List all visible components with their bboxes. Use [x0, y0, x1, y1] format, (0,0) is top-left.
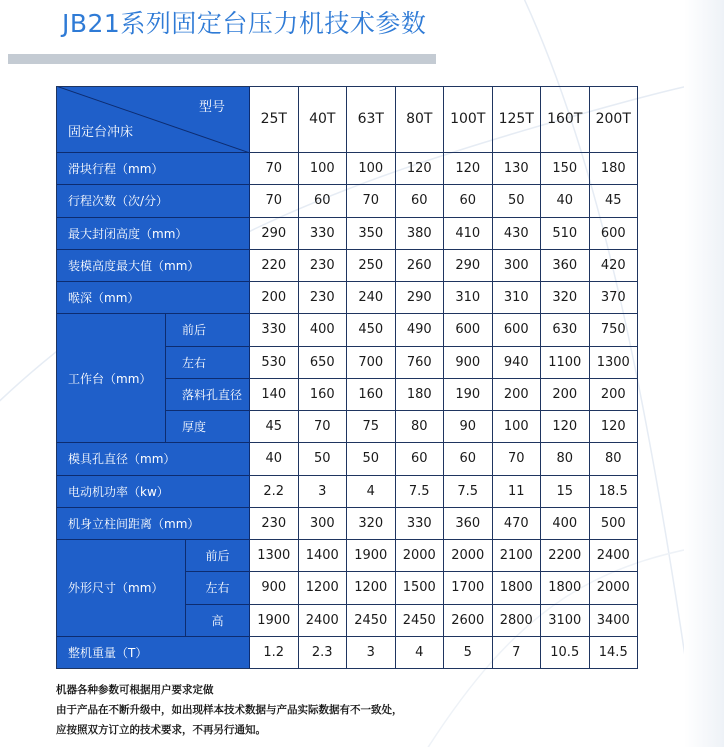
spec-table: [56, 86, 638, 669]
table-cell: 70: [299, 411, 348, 443]
sub-row-label: 左右: [166, 347, 250, 379]
table-cell: 2000: [590, 572, 639, 604]
table-cell: 320: [541, 282, 590, 314]
row-label: 最大封闭高度（mm）: [56, 218, 250, 250]
table-cell: 290: [444, 250, 493, 282]
table-cell: 200: [493, 379, 542, 411]
table-cell: 750: [590, 314, 639, 346]
table-cell: 4: [396, 637, 445, 669]
table-cell: 15: [541, 476, 590, 508]
table-cell: 630: [541, 314, 590, 346]
model-header: 160T: [541, 86, 590, 153]
table-cell: 600: [493, 314, 542, 346]
table-corner-header: [56, 86, 250, 153]
table-cell: 600: [590, 218, 639, 250]
table-cell: 45: [590, 185, 639, 217]
table-cell: 3400: [590, 605, 639, 637]
table-cell: 290: [250, 218, 299, 250]
table-cell: 3100: [541, 605, 590, 637]
table-cell: 2.3: [299, 637, 348, 669]
table-cell: 100: [299, 153, 348, 185]
table-cell: 1200: [347, 572, 396, 604]
table-cell: 160: [299, 379, 348, 411]
table-cell: 60: [444, 185, 493, 217]
table-cell: 1700: [444, 572, 493, 604]
table-cell: 700: [347, 347, 396, 379]
table-cell: 100: [347, 153, 396, 185]
table-cell: 10.5: [541, 637, 590, 669]
table-cell: 600: [444, 314, 493, 346]
row-label: 行程次数（次/分）: [56, 185, 250, 217]
table-cell: 940: [493, 347, 542, 379]
row-label: 整机重量（T）: [56, 637, 250, 669]
table-cell: 150: [541, 153, 590, 185]
table-cell: 290: [396, 282, 445, 314]
table-cell: 1300: [250, 540, 299, 572]
table-cell: 7.5: [396, 476, 445, 508]
table-cell: 490: [396, 314, 445, 346]
table-cell: 650: [299, 347, 348, 379]
table-cell: 410: [444, 218, 493, 250]
table-cell: 80: [396, 411, 445, 443]
table-cell: 1900: [250, 605, 299, 637]
row-label: 装模高度最大值（mm）: [56, 250, 250, 282]
table-cell: 1900: [347, 540, 396, 572]
table-cell: 1400: [299, 540, 348, 572]
model-header: 25T: [250, 86, 299, 153]
table-cell: 760: [396, 347, 445, 379]
table-cell: 230: [299, 282, 348, 314]
table-cell: 300: [493, 250, 542, 282]
table-cell: 1100: [541, 347, 590, 379]
table-cell: 2600: [444, 605, 493, 637]
corner-label-model: 型号: [198, 100, 225, 115]
table-cell: 160: [347, 379, 396, 411]
table-cell: 190: [444, 379, 493, 411]
table-cell: 1200: [299, 572, 348, 604]
row-label: 喉深（mm）: [56, 282, 250, 314]
table-cell: 2400: [590, 540, 639, 572]
sub-row-label: 落料孔直径: [166, 379, 250, 411]
table-cell: 11: [493, 476, 542, 508]
table-cell: 4: [347, 476, 396, 508]
table-cell: 360: [444, 508, 493, 540]
table-cell: 40: [541, 185, 590, 217]
table-cell: 310: [444, 282, 493, 314]
table-cell: 120: [396, 153, 445, 185]
page-title: JB21系列固定台压力机技术参数: [62, 9, 427, 38]
sub-row-label: 高: [186, 605, 250, 637]
table-cell: 18.5: [590, 476, 639, 508]
group-label: 工作台（mm）: [56, 314, 166, 443]
title-underline-bar: [8, 54, 436, 64]
table-cell: 2800: [493, 605, 542, 637]
table-cell: 180: [396, 379, 445, 411]
table-cell: 70: [250, 153, 299, 185]
row-label: 滑块行程（mm）: [56, 153, 250, 185]
table-cell: 7: [493, 637, 542, 669]
table-cell: 130: [493, 153, 542, 185]
table-cell: 60: [299, 185, 348, 217]
table-cell: 70: [493, 443, 542, 475]
table-cell: 40: [250, 443, 299, 475]
table-cell: 2450: [347, 605, 396, 637]
table-cell: 200: [250, 282, 299, 314]
table-cell: 2000: [444, 540, 493, 572]
model-header: 40T: [299, 86, 348, 153]
table-cell: 100: [493, 411, 542, 443]
table-cell: 220: [250, 250, 299, 282]
table-cell: 1300: [590, 347, 639, 379]
table-cell: 2400: [299, 605, 348, 637]
table-cell: 2000: [396, 540, 445, 572]
table-cell: 60: [396, 443, 445, 475]
table-cell: 60: [396, 185, 445, 217]
table-cell: 260: [396, 250, 445, 282]
table-cell: 70: [250, 185, 299, 217]
sub-row-label: 前后: [186, 540, 250, 572]
table-cell: 2100: [493, 540, 542, 572]
right-edge-shade: [684, 0, 724, 747]
model-header: 80T: [396, 86, 445, 153]
table-cell: 320: [347, 508, 396, 540]
table-cell: 7.5: [444, 476, 493, 508]
group-label: 外形尺寸（mm）: [56, 540, 186, 637]
table-cell: 230: [250, 508, 299, 540]
table-cell: 360: [541, 250, 590, 282]
footnote-line: 由于产品在不断升级中，如出现样本技术数据与产品实际数据有不一致处，: [56, 704, 403, 716]
table-cell: 250: [347, 250, 396, 282]
table-cell: 60: [444, 443, 493, 475]
table-cell: 450: [347, 314, 396, 346]
table-cell: 5: [444, 637, 493, 669]
table-cell: 14.5: [590, 637, 639, 669]
table-cell: 200: [541, 379, 590, 411]
model-header: 63T: [347, 86, 396, 153]
table-cell: 120: [541, 411, 590, 443]
table-cell: 75: [347, 411, 396, 443]
table-cell: 80: [541, 443, 590, 475]
table-cell: 180: [590, 153, 639, 185]
table-cell: 140: [250, 379, 299, 411]
model-header: 200T: [590, 86, 639, 153]
table-cell: 430: [493, 218, 542, 250]
row-label: 电动机功率（kw）: [56, 476, 250, 508]
table-cell: 3: [347, 637, 396, 669]
table-cell: 500: [590, 508, 639, 540]
table-cell: 50: [299, 443, 348, 475]
table-cell: 3: [299, 476, 348, 508]
table-cell: 70: [347, 185, 396, 217]
table-cell: 350: [347, 218, 396, 250]
table-cell: 310: [493, 282, 542, 314]
table-cell: 420: [590, 250, 639, 282]
footnotes: [56, 680, 403, 740]
table-cell: 530: [250, 347, 299, 379]
table-cell: 1800: [493, 572, 542, 604]
table-cell: 510: [541, 218, 590, 250]
table-cell: 400: [299, 314, 348, 346]
table-cell: 2200: [541, 540, 590, 572]
table-cell: 900: [250, 572, 299, 604]
table-cell: 2.2: [250, 476, 299, 508]
table-cell: 1.2: [250, 637, 299, 669]
table-cell: 120: [444, 153, 493, 185]
table-cell: 470: [493, 508, 542, 540]
table-cell: 120: [590, 411, 639, 443]
table-cell: 240: [347, 282, 396, 314]
table-cell: 400: [541, 508, 590, 540]
row-label: 模具孔直径（mm）: [56, 443, 250, 475]
table-cell: 1800: [541, 572, 590, 604]
table-cell: 80: [590, 443, 639, 475]
corner-label-type: 固定台冲床: [68, 125, 134, 140]
sub-row-label: 厚度: [166, 411, 250, 443]
sub-row-label: 左右: [186, 572, 250, 604]
table-cell: 370: [590, 282, 639, 314]
table-cell: 50: [493, 185, 542, 217]
table-cell: 330: [299, 218, 348, 250]
table-cell: 330: [396, 508, 445, 540]
model-header: 100T: [444, 86, 493, 153]
table-cell: 380: [396, 218, 445, 250]
table-cell: 200: [590, 379, 639, 411]
table-cell: 50: [347, 443, 396, 475]
row-label: 机身立柱间距离（mm）: [56, 508, 250, 540]
sub-row-label: 前后: [166, 314, 250, 346]
table-cell: 230: [299, 250, 348, 282]
footnote-line: 机器各种参数可根据用户要求定做: [56, 684, 214, 696]
table-cell: 45: [250, 411, 299, 443]
table-cell: 2450: [396, 605, 445, 637]
table-cell: 1500: [396, 572, 445, 604]
model-header: 125T: [493, 86, 542, 153]
table-cell: 90: [444, 411, 493, 443]
table-cell: 330: [250, 314, 299, 346]
table-cell: 300: [299, 508, 348, 540]
table-cell: 900: [444, 347, 493, 379]
footnote-line: 应按照双方订立的技术要求，不再另行通知。: [56, 724, 266, 736]
